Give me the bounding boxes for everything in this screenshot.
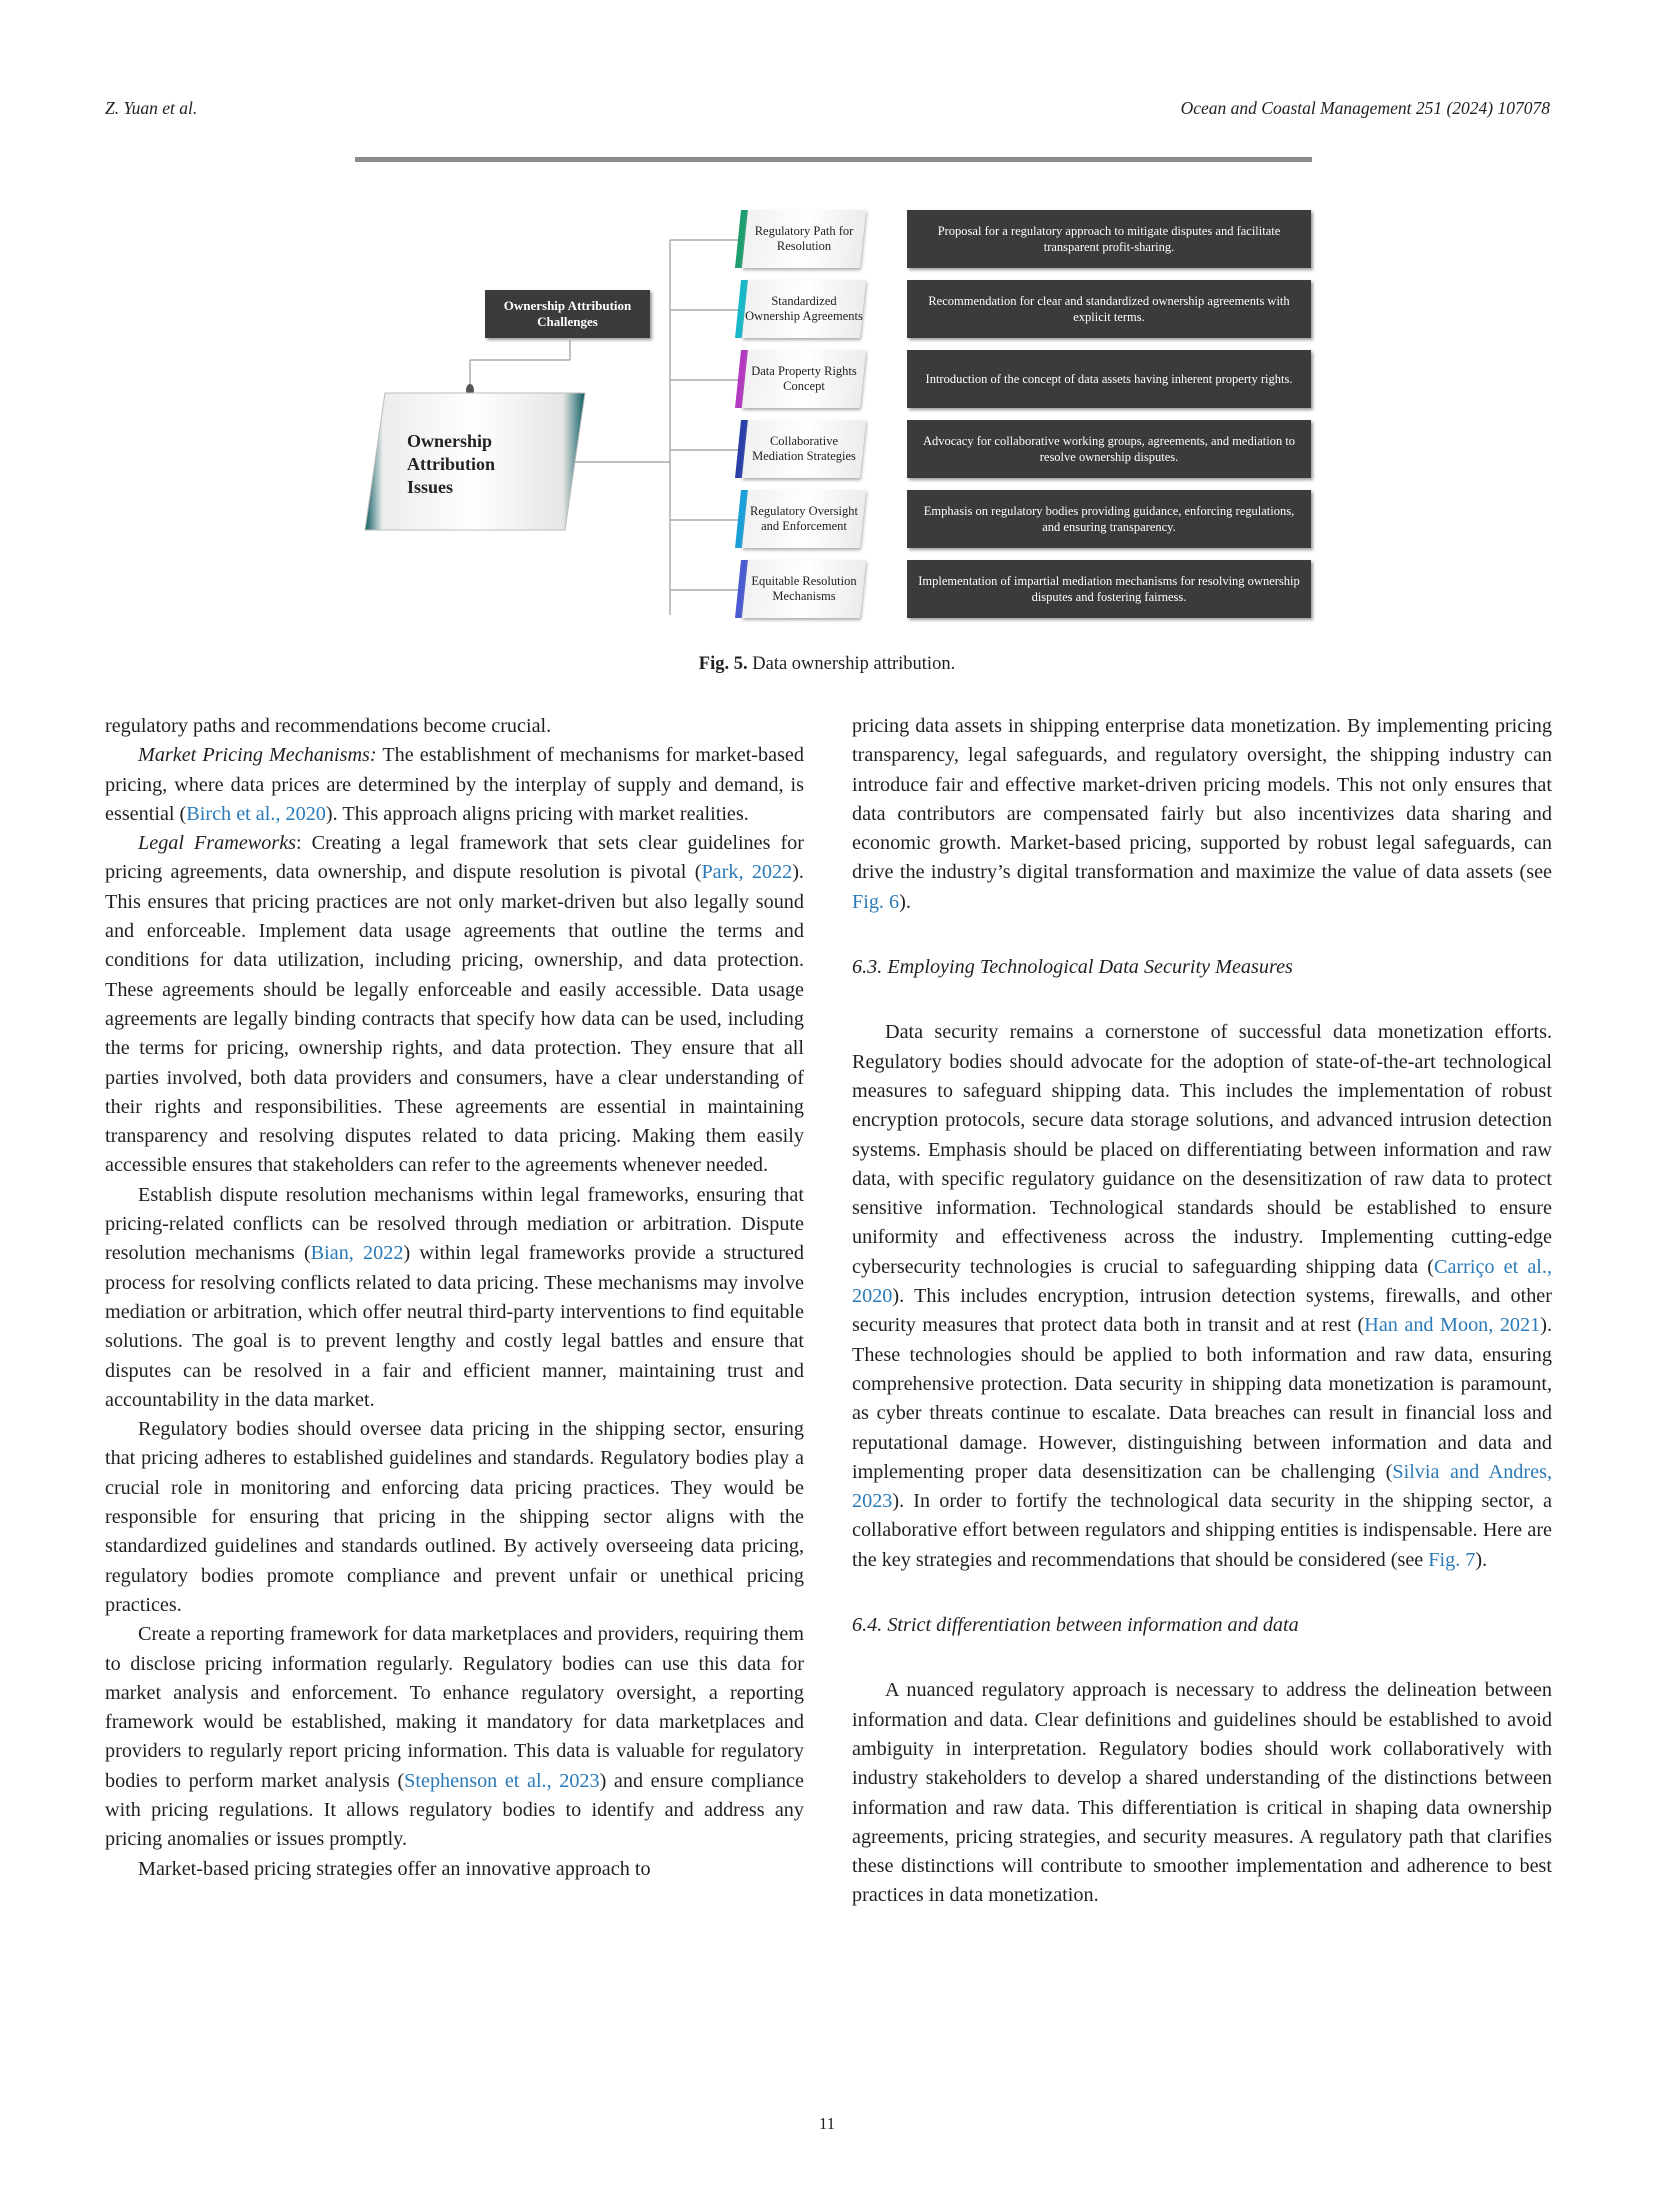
ownership-attribution-challenges-box (485, 290, 650, 338)
paragraph: Legal Frameworks: Creating a legal framework that sets clear guidelines for pricing agreements, data ownership, and dispute resolution is pivotal (Park, 2022). This ensures that pricing practices are not only market-driven but also legally sound and enforceable. Implement data usage agreements that outline the terms and conditions for data utilization, including pricing, ownership, and data protection. These agreements should be legally enforceable and easily accessible. Data usage agreements are legally binding contracts that specify how data can be used, including the terms for pricing, ownership rights, and data protection. They ensure that all parties involved, both data providers and consumers, have a clear understanding of their rights and responsibilities. These agreements are essential in maintaining transparency and resolving disputes related to data pricing. Making them easily accessible ensures that stakeholders can refer to the agreements whenever needed. (105, 832, 804, 1177)
citation-link[interactable]: Bian, 2022 (310, 1242, 404, 1265)
description-box: Implementation of impartial mediation mechanisms for resolving ownership disputes and fostering fairness. (907, 560, 1311, 618)
paragraph: pricing data assets in shipping enterprise data monetization. By implementing pricing transparency, legal safeguards, and regulatory oversight, the shipping industry can introduce fair and effective market-driven pricing models. This not only ensures that data contributors are compensated fairly but also incentivizes data sharing and economic growth. Market-based pricing, supported by robust legal safeguards, can drive the industry’s digital transformation and maximize the value of data assets (see Fig. 6). (852, 715, 1552, 913)
citation-link[interactable]: Birch et al., 2020 (186, 802, 326, 825)
paragraph: Create a reporting framework for data marketplaces and providers, requiring them to disclose pricing information regularly. Regulatory bodies can use this data for market analysis and enforcement. To enhance regulatory oversight, a reporting framework would be established, making it mandatory for data marketplaces and providers to regularly report pricing information. This data is valuable for regulatory bodies to perform market analysis (Stephenson et al., 2023) and ensure compliance with pricing regulations. It allows regulatory bodies to identify and address any pricing anomalies or issues promptly. (105, 1623, 804, 1851)
right-column (852, 712, 1552, 1911)
figure-link[interactable]: Fig. 7 (1428, 1548, 1476, 1571)
running-header-journal: Ocean and Coastal Management 251 (2024) 107078 (1180, 98, 1550, 118)
category-box: Regulatory Path for Resolution (742, 210, 866, 268)
paragraph: Regulatory bodies should oversee data pricing in the shipping sector, ensuring that pricing adheres to established guidelines and standards. Regulatory bodies play a crucial role in monitoring and enforcing data pricing practices. They would be responsible for ensuring that pricing in the shipping sector aligns with the standardized guidelines and standards outlined. By actively overseeing data pricing, regulatory bodies promote compliance and prevent unfair or unethical pricing practices. (105, 1418, 804, 1616)
paragraph: Market Pricing Mechanisms: The establishment of mechanisms for market-based pricing, where data prices are determined by the interplay of supply and demand, is essential (Birch et al., 2020). This approach aligns pricing with market realities. (105, 744, 804, 825)
figure-link[interactable]: Fig. 6 (852, 890, 900, 913)
paragraph: regulatory paths and recommendations become crucial. (105, 715, 552, 737)
issue-line-2: Attribution (407, 454, 496, 474)
citation-link[interactable]: Park, 2022 (701, 861, 793, 884)
paragraph: A nuanced regulatory approach is necessary to address the delineation between information and data. Clear definitions and guidelines should be established to avoid ambiguity in interpretation. Regulatory bodies should work collaboratively with industry stakeholders to develop a shared understanding of the distinctions between information and raw data. This differentiation is critical in shaping data ownership agreements, pricing strategies, and security measures. A regulatory path that clarifies these distinctions will contribute to smoother implementation and adherence to best practices in data monetization. (852, 1679, 1552, 1907)
citation-link[interactable]: Carriço et al., 2020 (852, 1255, 1552, 1308)
citation-link[interactable]: Stephenson et al., 2023 (404, 1769, 600, 1792)
caption-text: Data ownership attribution. (752, 654, 956, 674)
running-header-authors: Z. Yuan et al. (105, 98, 198, 118)
citation-link[interactable]: Silvia and Andres, 2023 (852, 1460, 1552, 1513)
category-box: Standardized Ownership Agreements (742, 280, 866, 338)
category-box: Collaborative Mediation Strategies (742, 420, 866, 478)
issue-line-3: Issues (407, 477, 454, 497)
section-heading: 6.3. Employing Technological Data Security Measures (852, 956, 1293, 979)
paragraph: Establish dispute resolution mechanisms within legal frameworks, ensuring that pricing-related conflicts can be resolved through mediation or arbitration. Dispute resolution mechanisms (Bian, 2022) within legal frameworks provide a structured process for resolving conflicts related to data pricing. These mechanisms may involve mediation or arbitration, which offer neutral third-party interventions to find equitable solutions. The goal is to prevent lengthy and costly legal battles and ensure that disputes can be resolved in a fair and efficient manner, maintaining trust and accountability in the data market. (105, 1183, 804, 1411)
category-box: Equitable Resolution Mechanisms (742, 560, 866, 618)
citation-link[interactable]: Han and Moon, 2021 (1364, 1314, 1541, 1337)
category-box: Data Property Rights Concept (742, 350, 866, 408)
figure-top-rule (355, 157, 1312, 162)
description-box: Proposal for a regulatory approach to mitigate disputes and facilitate transparent profit-sharing. (907, 210, 1311, 268)
description-box: Recommendation for clear and standardized ownership agreements with explicit terms. (907, 280, 1311, 338)
category-box: Regulatory Oversight and Enforcement (742, 490, 866, 548)
challenge-title: Ownership Attribution Challenges (503, 298, 632, 329)
ownership-attribution-issues-label (407, 430, 495, 499)
paragraph: Market-based pricing strategies offer an innovative approach to (138, 1857, 651, 1880)
figure-5 (355, 200, 1312, 630)
section-heading: 6.4. Strict differentiation between information and data (852, 1614, 1299, 1637)
figure-caption (0, 654, 1654, 675)
description-box: Emphasis on regulatory bodies providing guidance, enforcing regulations, and ensuring transparency. (907, 490, 1311, 548)
paragraph: Data security remains a cornerstone of successful data monetization efforts. Regulatory bodies should advocate for the adoption of state-of-the-art technological measures to safeguard shipping data. This includes the implementation of robust encryption protocols, secure data storage solutions, and advanced intrusion detection systems. Emphasis should be placed on differentiating between information and raw data, with specific regulatory guidance on the desensitization of raw data to protect sensitive information. Technological standards should be established to ensure uniformity and effectiveness across the industry. Implementing cutting-edge cybersecurity technologies is crucial to safeguarding shipping data (Carriço et al., 2020). This includes encryption, intrusion detection systems, firewalls, and other security measures that protect data both in transit and at rest (Han and Moon, 2021). These technologies should be applied to both information and raw data, ensuring comprehensive protection. Data security in shipping data monetization is paramount, as cyber threats continue to escalate. Data breaches can result in financial loss and reputational damage. However, distinguishing between information and data and implementing proper data desensitization can be challenging (Silvia and Andres, 2023). In order to fortify the technological data security in the shipping sector, a collaborative effort between regulators and shipping entities is indispensable. Here are the key strategies and recommendations that should be considered (see Fig. 7). (852, 1021, 1552, 1571)
page-number: 11 (818, 2114, 836, 2133)
description-box: Introduction of the concept of data assets having inherent property rights. (907, 350, 1311, 408)
left-column (105, 712, 804, 1884)
caption-label: Fig. 5. (698, 654, 748, 674)
description-box: Advocacy for collaborative working groups, agreements, and mediation to resolve ownership disputes. (907, 420, 1311, 478)
issue-line-1: Ownership (407, 431, 493, 451)
